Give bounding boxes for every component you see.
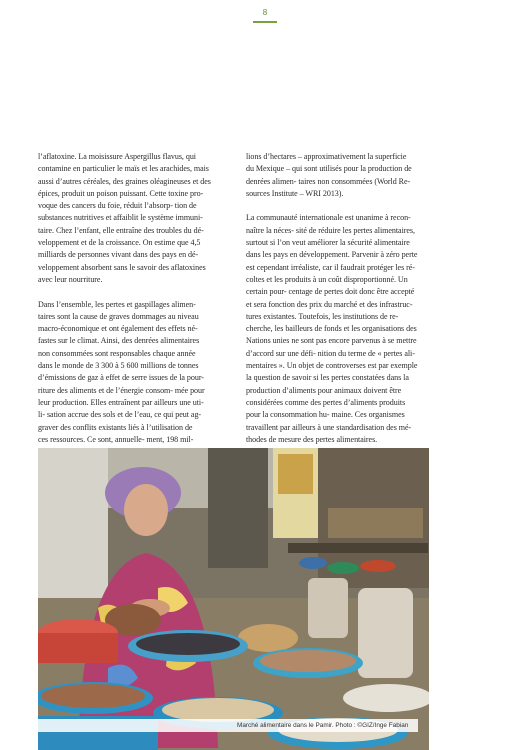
text-line: et sera fonction des prix du marché et des infrastruc-	[246, 299, 413, 309]
paragraph	[38, 151, 222, 286]
text-line: voque des cancers du foie, réduit l’absorp- tion de	[38, 201, 197, 211]
text-line: li- sation accrue des sols et de l’eau, ce qui peut ag-	[38, 410, 202, 420]
text-line: mentaires ». Un objet de controverses est par exemple	[246, 361, 418, 371]
text-column-right	[246, 151, 430, 458]
text-line: coltes et les produits à un coût disproportionné. Un	[246, 274, 408, 284]
text-line: substances nutritives et affaiblit le système immuni-	[38, 213, 203, 223]
text-line: d’émissions de gaz à effet de serre issues de la pour-	[38, 373, 204, 383]
paragraph	[246, 151, 430, 200]
text-line: veloppement et de la croissance. On estime que 4,5	[38, 238, 201, 248]
text-line: du Mexique – qui sont utilisés pour la production de	[246, 164, 412, 174]
text-line: pour la consommation hu- maine. Ces organismes	[246, 410, 405, 420]
text-column-left	[38, 151, 222, 458]
text-line: naître la néces- sité de réduire les pertes alimentaires,	[246, 225, 415, 235]
text-line: non consommées sont responsables chaque année	[38, 348, 196, 358]
text-line: sources Institute – WRI 2013).	[246, 188, 344, 198]
text-line: milliards de personnes vivant dans des pays en dé-	[38, 250, 199, 260]
text-line: cherche, les bailleurs de fonds et les organisations des	[246, 324, 417, 334]
market-scene-illustration	[38, 448, 429, 750]
text-line: d’accord sur une défi- nition du terme de « pertes ali-	[246, 348, 415, 358]
page-number: 8	[262, 8, 268, 17]
text-line: riture des aliments et de l’énergie consom- mée pour	[38, 385, 205, 395]
text-line: thodes de mesure des pertes alimentaires.	[246, 434, 378, 444]
text-line: veloppement absorbent sans le savoir des aflatoxines	[38, 262, 206, 272]
text-line: lions d’hectares – approximativement la superficie	[246, 152, 407, 161]
text-line: dans les pays en développement. Parvenir à zéro perte	[246, 250, 418, 260]
text-line: dans le monde de 3 300 à 5 600 millions de tonnes	[38, 361, 199, 371]
photo-caption: Marché alimentaire dans le Pamir. Photo : ©GIZ/Inge Fabian	[38, 719, 418, 732]
paragraph	[246, 212, 430, 446]
page-number-rule	[253, 21, 277, 23]
text-line: graver des conflits existants liés à l’utilisation de	[38, 422, 193, 432]
text-line: fastes sur le climat. Ainsi, des denrées alimentaires	[38, 336, 200, 346]
text-line: la question de savoir si les pertes constatées dans la	[246, 373, 409, 383]
text-line: l’aflatoxine. La moisissure Aspergillus flavus, qui	[38, 152, 196, 161]
text-line: leur production. Elles entraînent par ailleurs une uti-	[38, 397, 204, 407]
text-line: Dans l’ensemble, les pertes et gaspillages alimen-	[38, 299, 196, 309]
text-line: considérées comme des pertes d’aliments produits	[246, 397, 406, 407]
text-line: production d’aliments pour animaux doivent être	[246, 385, 402, 395]
text-line: travaillent par ailleurs à une standardisation des mé-	[246, 422, 412, 432]
market-photo	[38, 448, 429, 750]
text-line: avec leur nourriture.	[38, 274, 103, 284]
text-line: tures existantes. Toutefois, les institutions de re-	[246, 311, 399, 321]
text-line: macro-économique et ont également des effets né-	[38, 324, 198, 334]
text-line: épices, produit un poison puissant. Cette toxine pro-	[38, 188, 204, 198]
text-line: aussi d’autres céréales, des graines oléagineuses et des	[38, 176, 211, 186]
text-line: certain pour- centage de pertes doit donc être accepté	[246, 287, 415, 297]
paragraph	[38, 299, 222, 447]
text-line: surtout si l’on veut améliorer la sécurité alimentaire	[246, 238, 410, 248]
text-line: La communauté internationale est unanime à recon-	[246, 213, 411, 223]
text-line: denrées alimen- taires non consommées (World Re-	[246, 176, 411, 186]
text-line: Nations unies ne sont pas encore parvenus à se mettre	[246, 336, 417, 346]
text-line: contamine en particulier le maïs et les arachides, mais	[38, 164, 209, 174]
text-line: taire. Chez l’enfant, elle entraîne des troubles du dé-	[38, 225, 204, 235]
text-line: est cependant irréaliste, car il faudrait protéger les ré-	[246, 262, 415, 272]
text-line: taires sont la cause de graves dommages au niveau	[38, 311, 199, 321]
text-line: ces ressources. Ce sont, annuelle- ment, 198 mil-	[38, 434, 194, 444]
